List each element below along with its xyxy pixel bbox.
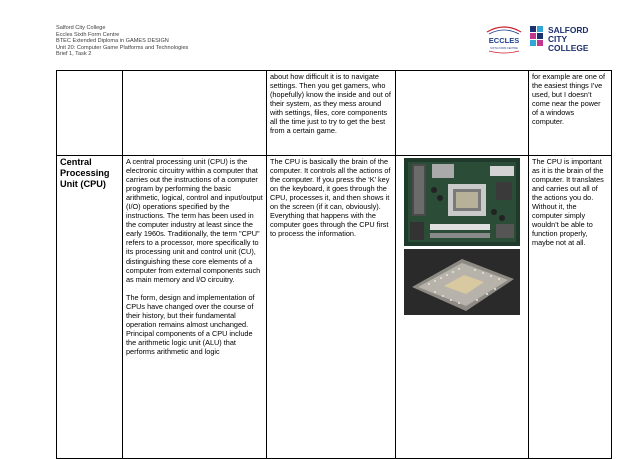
table-row-continued (57, 71, 612, 156)
header-line-unit: Unit 20: Computer Game Platforms and Technologies (56, 44, 189, 51)
salford-city-college-logo (528, 22, 604, 56)
header-line-course: BTEC Extended Diploma in GAMES DESIGN (56, 38, 169, 45)
header-line-college: Salford City College (56, 25, 106, 31)
cell-image-empty (396, 71, 529, 156)
header-line-brief: Brief 1, Task 2 (56, 51, 92, 58)
cell-opinion-cpu (529, 156, 612, 459)
cpu-heading: Central Processing Unit (CPU) (60, 157, 110, 189)
college-logos (484, 22, 604, 56)
cpu-definition-paragraph-2: The form, design and implementation of CPUs have changed over the course of their history, but their fundamental operation remains almost unchanged. Principal components of a CPU include the arithmetic logic unit (ALU) that performs arithmetic and logic (126, 292, 255, 356)
cell-opinion-continued (529, 71, 612, 156)
cpu-pins-photo (404, 249, 520, 315)
document-header (56, 25, 376, 58)
opinion-continued-text: for example are one of the easiest things I’ve used, but I doesn’t come near the power of a windows computer. (532, 72, 606, 127)
salford-logo-mark (530, 26, 543, 46)
cell-explanation-continued (267, 71, 396, 156)
cell-definition-cpu (123, 156, 267, 459)
salford-logo-line-3: COLLEGE (548, 43, 589, 53)
cell-topic-cpu (57, 156, 123, 459)
cpu-definition-paragraph-1: A central processing unit (CPU) is the electronic circuitry within a computer that carries out the instructions of a computer program by performing the basic arithmetic, logical, control and input/output (I/O) operations specified by the instructions. The term has been used in the computer industry at least since the early 1960s. Traditionally, the term "CPU" refers to a processor, more specifically to its processing unit and control unit (CU), distinguishing these core elements of a computer from external components such as main memory and I/O circuitry. (126, 157, 263, 284)
salford-logo-line-1: SALFORD (548, 25, 589, 35)
eccles-sixth-form-logo (484, 24, 524, 54)
header-line-centre: Eccles Sixth Form Centre (56, 31, 120, 38)
cpu-explanation-text: The CPU is basically the brain of the computer. It controls all the actions of the computer. If you press the ‘K’ key on the keyboard, it goes through the CPU, processes it, and then shows it on the screen (if it can, obviously). Everything that happens with the computer goes through the CPU first to process the information. (270, 157, 391, 239)
eccles-logo-subtext: SIXTH FORM CENTRE (490, 47, 518, 50)
cell-topic-empty (57, 71, 123, 156)
cpu-opinion-text: The CPU is important as it is the brain of the computer. It translates and carries out all of the actions you do. Without it, the computer simply wouldn’t be able to function properly, maybe not at all. (532, 157, 604, 248)
eccles-logo-text: ECCLES (488, 36, 520, 45)
table-row-cpu (57, 156, 612, 459)
salford-logo-line-2: CITY (548, 34, 568, 44)
explanation-continued-text: about how difficult it is to navigate settings. Then you get gamers, who (hopefully) know the inside and out of their system, as they mess around with settings, files, core components all the time just to try to get the best from a certain game. (270, 72, 391, 136)
motherboard-photo (404, 158, 520, 246)
cell-images-cpu (396, 156, 529, 459)
cell-definition-empty (123, 71, 267, 156)
task-table (56, 70, 612, 459)
cell-explanation-cpu (267, 156, 396, 459)
